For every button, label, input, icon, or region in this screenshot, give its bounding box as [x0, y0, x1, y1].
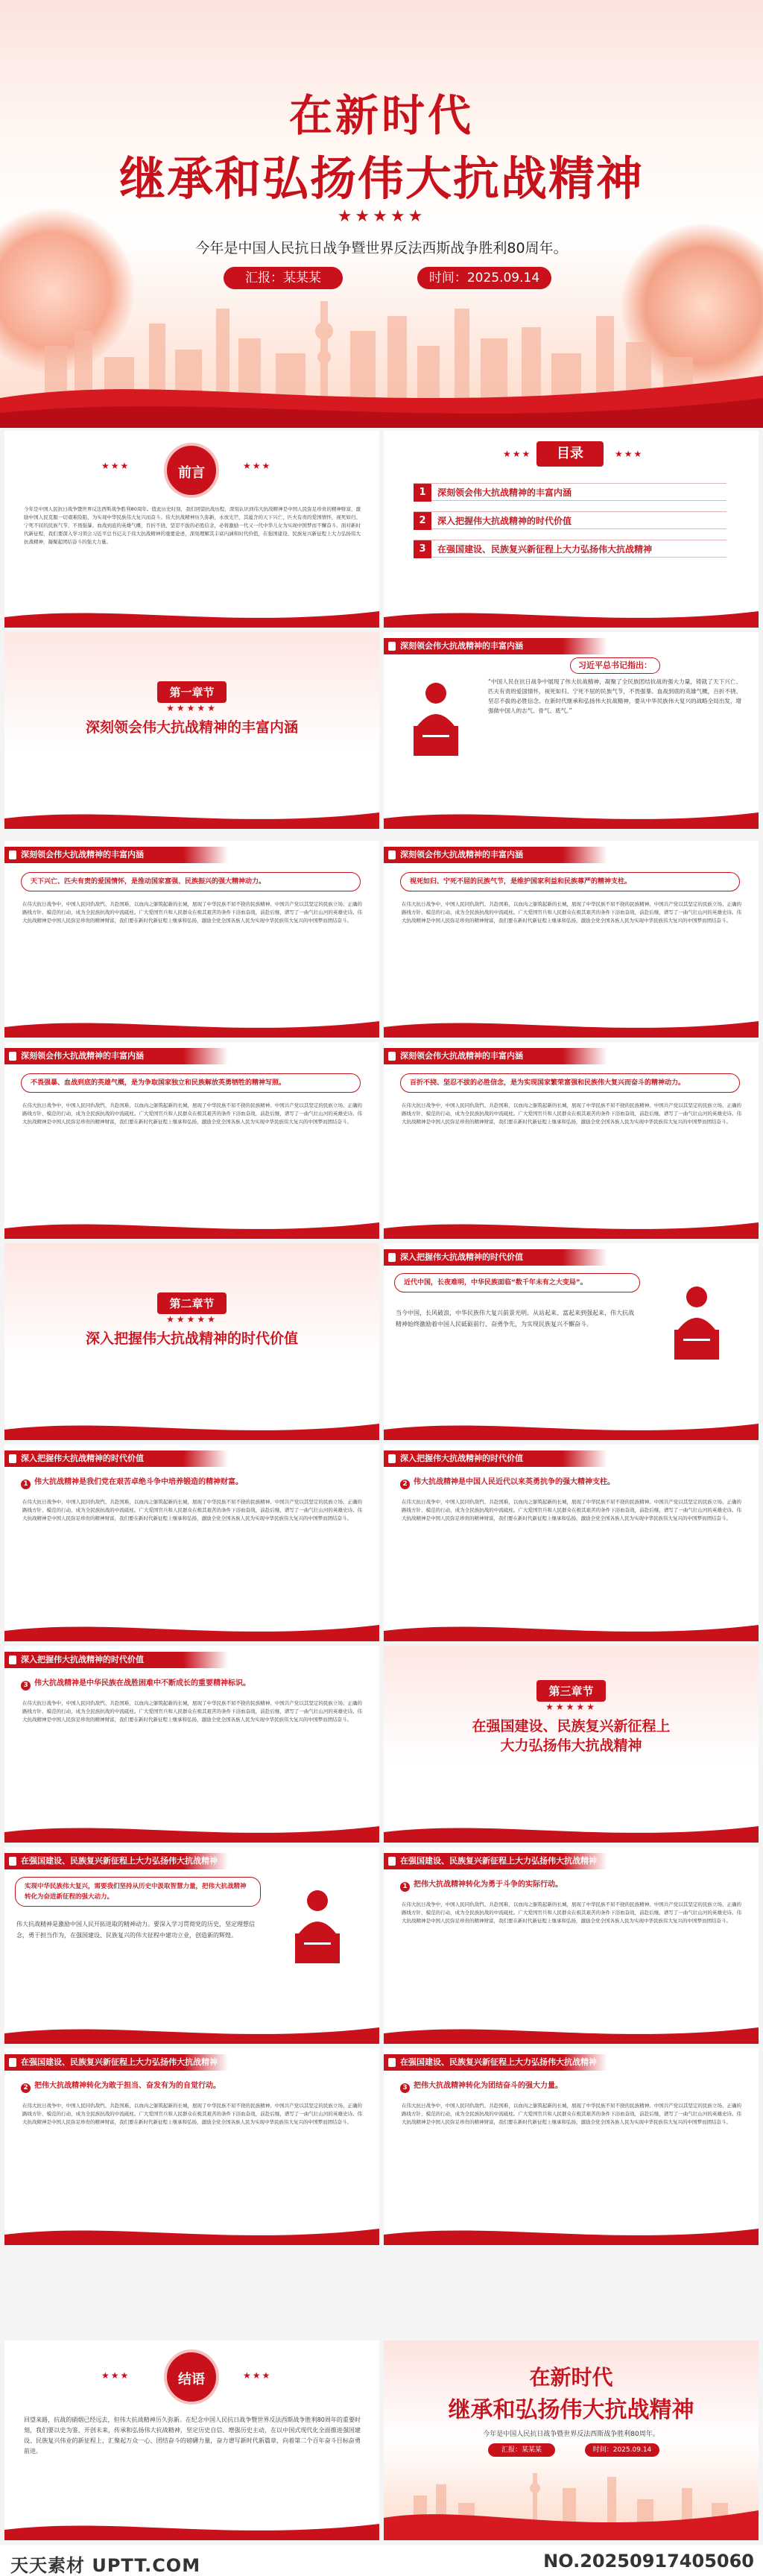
red-wave-decoration	[384, 1819, 759, 1843]
time-pill: 时间：2025.09.14	[585, 2443, 659, 2457]
point-text: 伟大抗战精神是中华民族在战胜困难中不断成长的重要精神标识。	[34, 1679, 250, 1688]
body-text: 伟大抗战精神是激励中国人民开拓进取的精神动力。要深入学习贯彻党的历史，坚定理想信念，勇于担当作为，在强国建设、民族复兴的伟大征程中建功立业，创造新的辉煌。	[16, 1921, 255, 1939]
speaker-podium-icon	[280, 1884, 355, 1966]
section-title: 在强国建设、民族复兴新征程上大力弘扬伟大抗战精神	[384, 1853, 607, 1869]
stars-decoration: ★★★	[243, 461, 272, 471]
content-slide	[4, 1042, 379, 1239]
point-text: 伟大抗战精神是中国人民近代以来英勇抗争的强大精神支柱。	[414, 1478, 615, 1486]
toc-label: 深入把握伟大抗战精神的时代价值	[437, 516, 572, 526]
conclusion-badge: 结语	[164, 2349, 219, 2405]
toc-item-1[interactable]	[414, 483, 726, 501]
body-text: 在伟大抗日战争中，中国人民同仇敌忾、共赴国难，以血肉之躯筑起新的长城，展现了中华民族不屈不挠的民族精神。中国共产党以其坚定的民族立场、正确的路线方针、模范的行动，成为全民族抗战的中流砥柱。广大爱国官兵和人民群众在极其艰苦的条件下浴血奋战，前赴后继，谱写了一曲气壮山河的英雄史诗。伟大抗战精神是中国人民弥足珍贵的精神财富，我们要在新时代新征程上继承和弘扬，激励全党全国各族人民为实现中华民族伟大复兴的中国梦而团结奋斗。	[22, 1499, 362, 1521]
point-text: 伟大抗战精神是我们党在艰苦卓绝斗争中培养锻造的精神财富。	[34, 1478, 243, 1486]
section-title: 深入把握伟大抗战精神的时代价值	[4, 1450, 228, 1467]
chapter2-slide	[4, 1243, 379, 1440]
numbered-point	[400, 1477, 615, 1489]
toc-slide	[384, 431, 759, 628]
stars-decoration: ★★★	[503, 449, 532, 459]
red-wave-decoration	[384, 1215, 759, 1239]
preface-text: 今年是中国人民抗日战争暨世界反法西斯战争胜利80周年。值此历史时刻，我们回望抗战历程，深刻认识到伟大抗战精神是中国人民弥足珍贵的精神财富，激励中国人民克服一切艰难险阻、为实现中华民族伟大复兴而奋斗。伟大抗战精神历久弥新，永放光芒，其蕴含的天下兴亡、匹夫有责的爱国情怀，视死如归、宁死不屈的民族气节，不畏强暴、血战到底的英雄气概，百折不挠、坚忍不拔的必胜信念，必将激励一代又一代中华儿女为实现中国梦而不懈奋斗。面对新时代新征程，我们要深入学习领会习近平总书记关于伟大抗战精神的重要论述，深刻理解其丰富内涵和时代价值，在强国建设、民族复兴新征程上大力弘扬伟大抗战精神，凝聚起团结奋斗的强大力量。	[24, 506, 361, 545]
highlight-box: 天下兴亡、匹夫有责的爱国情怀，是推动国家富强、民族振兴的强大精神动力。	[21, 872, 361, 891]
chapter3-badge: 第三章节	[536, 1680, 605, 1702]
toc-label: 在强国建设、民族复兴新征程上大力弘扬伟大抗战精神	[437, 544, 653, 555]
stars-decoration: ★★★	[101, 2370, 130, 2381]
chapter1-slide	[4, 632, 379, 829]
cover-title-line1: 在新时代	[288, 90, 474, 141]
slide-header	[384, 1445, 759, 1467]
content-slide	[4, 1445, 379, 1641]
section-title: 深入把握伟大抗战精神的时代价值	[384, 1249, 607, 1266]
watermark-right: NO.20250917405060	[543, 2551, 754, 2572]
red-wave-decoration	[384, 1416, 759, 1440]
chapter1-badge: 第一章节	[157, 681, 226, 703]
content-slide	[384, 1243, 759, 1440]
quote-heading: 习近平总书记指出：	[570, 657, 660, 674]
red-wave-decoration	[4, 1014, 379, 1038]
content-slide	[384, 841, 759, 1038]
chapter2-title: 深入把握伟大抗战精神的时代价值	[85, 1330, 298, 1347]
closing-subtitle: 今年是中国人民抗日战争暨世界反法西斯战争胜利80周年。	[483, 2431, 659, 2438]
conclusion-text: 回望来路，抗战的硝烟已经远去，但伟大抗战精神历久弥新。在纪念中国人民抗日战争暨世界反法西斯战争胜利80周年的重要时刻，我们要以史为鉴、开创未来，传承和弘扬伟大抗战精神，坚定历史自信、增强历史主动，在以中国式现代化全面推进强国建设、民族复兴伟业的新征程上，汇聚起万众一心、团结奋斗的磅礴力量，奋力谱写新时代新篇章，向着第二个百年奋斗目标奋勇前进。	[24, 2416, 361, 2455]
red-wave-decoration	[4, 2221, 379, 2245]
point-text: 把伟大抗战精神转化为勇于斗争的实际行动。	[414, 1881, 563, 1889]
reporter-pill: 汇报：某某某	[224, 267, 343, 289]
section-title: 在强国建设、民族复兴新征程上大力弘扬伟大抗战精神	[4, 2054, 228, 2071]
chapter3-heading	[384, 1680, 759, 1755]
toc-item-2[interactable]	[414, 511, 726, 529]
chapter3-title-line1: 在强国建设、民族复兴新征程上	[472, 1718, 671, 1734]
number-dot: 3	[21, 1681, 31, 1690]
stars-decoration: ★★★	[615, 449, 644, 459]
slide-header	[4, 1847, 379, 1869]
cover-title-line2: 继承和弘扬伟大抗战精神	[118, 151, 644, 206]
chapter3-title-line2: 大力弘扬伟大抗战精神	[500, 1737, 642, 1754]
body-text: 在伟大抗日战争中，中国人民同仇敌忾、共赴国难，以血肉之躯筑起新的长城，展现了中华民族不屈不挠的民族精神。中国共产党以其坚定的民族立场、正确的路线方针、模范的行动，成为全民族抗战的中流砥柱。广大爱国官兵和人民群众在极其艰苦的条件下浴血奋战，前赴后继，谱写了一曲气壮山河的英雄史诗。伟大抗战精神是中国人民弥足珍贵的精神财富，我们要在新时代新征程上继承和弘扬，激励全党全国各族人民为实现中华民族伟大复兴的中国梦而团结奋斗。	[402, 1901, 741, 1924]
stars-decoration: ★★★	[243, 2370, 272, 2381]
slide-header	[4, 2048, 379, 2071]
body-text: 在伟大抗日战争中，中国人民同仇敌忾、共赴国难，以血肉之躯筑起新的长城，展现了中华民族不屈不挠的民族精神。中国共产党以其坚定的民族立场、正确的路线方针、模范的行动，成为全民族抗战的中流砥柱。广大爱国官兵和人民群众在极其艰苦的条件下浴血奋战，前赴后继，谱写了一曲气壮山河的英雄史诗。伟大抗战精神是中国人民弥足珍贵的精神财富，我们要在新时代新征程上继承和弘扬，激励全党全国各族人民为实现中华民族伟大复兴的中国梦而团结奋斗。	[402, 1499, 741, 1521]
chapter1-title: 深刻领会伟大抗战精神的丰富内涵	[85, 719, 298, 736]
body-text: 在伟大抗日战争中，中国人民同仇敌忾、共赴国难，以血肉之躯筑起新的长城，展现了中华民族不屈不挠的民族精神。中国共产党以其坚定的民族立场、正确的路线方针、模范的行动，成为全民族抗战的中流砥柱。广大爱国官兵和人民群众在极其艰苦的条件下浴血奋战，前赴后继，谱写了一曲气壮山河的英雄史诗。伟大抗战精神是中国人民弥足珍贵的精神财富，我们要在新时代新征程上继承和弘扬，激励全党全国各族人民为实现中华民族伟大复兴的中国梦而团结奋斗。	[22, 1700, 362, 1723]
cover-slide	[0, 0, 763, 428]
section-title: 深刻领会伟大抗战精神的丰富内涵	[384, 638, 607, 654]
toc-num: 1	[414, 484, 431, 502]
body-text: 在伟大抗日战争中，中国人民同仇敌忾、共赴国难，以血肉之躯筑起新的长城，展现了中华民族不屈不挠的民族精神。中国共产党以其坚定的民族立场、正确的路线方针、模范的行动，成为全民族抗战的中流砥柱。广大爱国官兵和人民群众在极其艰苦的条件下浴血奋战，前赴后继，谱写了一曲气壮山河的英雄史诗。伟大抗战精神是中国人民弥足珍贵的精神财富，我们要在新时代新征程上继承和弘扬，激励全党全国各族人民为实现中华民族伟大复兴的中国梦而团结奋斗。	[22, 2103, 362, 2125]
content-slide	[4, 2048, 379, 2245]
body-text: 在伟大抗日战争中，中国人民同仇敌忾、共赴国难，以血肉之躯筑起新的长城，展现了中华民族不屈不挠的民族精神。中国共产党以其坚定的民族立场、正确的路线方针、模范的行动，成为全民族抗战的中流砥柱。广大爱国官兵和人民群众在极其艰苦的条件下浴血奋战，前赴后继，谱写了一曲气壮山河的英雄史诗。伟大抗战精神是中国人民弥足珍贵的精神财富，我们要在新时代新征程上继承和弘扬，激励全党全国各族人民为实现中华民族伟大复兴的中国梦而团结奋斗。	[22, 1102, 362, 1125]
toc-num: 3	[414, 540, 431, 558]
content-slide	[384, 2048, 759, 2245]
slide-header	[384, 1042, 759, 1064]
quote-slide	[384, 632, 759, 829]
content-slide	[384, 1847, 759, 2044]
body-text: 在伟大抗日战争中，中国人民同仇敌忾、共赴国难，以血肉之躯筑起新的长城，展现了中华民族不屈不挠的民族精神。中国共产党以其坚定的民族立场、正确的路线方针、模范的行动，成为全民族抗战的中流砥柱。广大爱国官兵和人民群众在极其艰苦的条件下浴血奋战，前赴后继，谱写了一曲气壮山河的英雄史诗。伟大抗战精神是中国人民弥足珍贵的精神财富，我们要在新时代新征程上继承和弘扬，激励全党全国各族人民为实现中华民族伟大复兴的中国梦而团结奋斗。	[402, 2103, 741, 2125]
content-slide	[384, 1042, 759, 1239]
preface-badge: 前言	[164, 443, 219, 498]
section-title: 深入把握伟大抗战精神的时代价值	[384, 1450, 607, 1467]
stars-decoration: ★★★★★	[337, 207, 426, 226]
number-dot: 2	[21, 2083, 31, 2093]
slide-header	[384, 2048, 759, 2071]
city-skyline-illustration	[0, 286, 763, 428]
point-text: 把伟大抗战精神转化为团结奋斗的强大力量。	[414, 2082, 563, 2090]
content-slide	[4, 1847, 379, 2044]
toc-badge: 目录	[536, 441, 604, 467]
chapter3-slide	[384, 1646, 759, 1843]
stars-decoration: ★★★★★	[545, 1702, 597, 1712]
red-wave-decoration	[384, 1014, 759, 1038]
watermark-left: 天天素材 UPTT.COM	[10, 2555, 201, 2576]
speaker-podium-icon	[399, 677, 473, 759]
chapter2-badge: 第二章节	[157, 1292, 226, 1314]
speaker-podium-icon	[659, 1281, 734, 1363]
red-wave-decoration	[4, 1215, 379, 1239]
red-wave-decoration	[4, 1819, 379, 1843]
red-wave-decoration	[384, 805, 759, 829]
content-slide	[4, 841, 379, 1038]
red-wave-decoration	[4, 604, 379, 628]
red-wave-decoration	[384, 2020, 759, 2044]
section-title: 深刻领会伟大抗战精神的丰富内涵	[4, 1048, 228, 1064]
numbered-point	[21, 1679, 250, 1690]
reporter-pill: 汇报：某某某	[488, 2443, 555, 2457]
body-text: 当今中国，长风破浪，中华民族伟大复兴前景光明。从站起来、富起来到强起来，伟大抗战精神始终激励着中国人民砥砺前行、奋勇争先，为实现民族复兴不懈奋斗。	[396, 1310, 634, 1328]
stars-decoration: ★★★★★	[166, 1314, 218, 1325]
number-dot: 3	[400, 2083, 410, 2093]
highlight-box: 近代中国，长夜难明，中华民族面临“数千年未有之大变局”。	[394, 1273, 640, 1292]
red-wave-decoration	[384, 1617, 759, 1641]
number-dot: 2	[400, 1480, 410, 1489]
section-title: 深刻领会伟大抗战精神的丰富内涵	[384, 847, 607, 863]
cover-subtitle: 今年是中国人民抗日战争暨世界反法西斯战争胜利80周年。	[195, 240, 568, 256]
red-wave-decoration	[384, 604, 759, 628]
point-text: 把伟大抗战精神转化为敢于担当、奋发有为的自觉行动。	[34, 2082, 221, 2090]
number-dot: 1	[400, 1882, 410, 1892]
toc-item-3[interactable]	[414, 540, 726, 558]
highlight-box: 百折不挠、坚忍不拔的必胜信念，是为实现国家繁荣富强和民族伟大复兴而奋斗的精神动力。	[400, 1073, 740, 1093]
section-title: 在强国建设、民族复兴新征程上大力弘扬伟大抗战精神	[4, 1853, 228, 1869]
numbered-point	[21, 2081, 221, 2093]
slide-header	[4, 1042, 379, 1064]
chapter2-heading	[4, 1292, 379, 1348]
red-wave-decoration	[384, 2221, 759, 2245]
toc-num: 2	[414, 512, 431, 530]
slide-header	[384, 1243, 759, 1266]
closing-slide	[384, 2340, 759, 2540]
slide-header	[384, 1847, 759, 1869]
red-wave-decoration	[4, 2020, 379, 2044]
number-dot: 1	[21, 1480, 31, 1489]
preface-slide	[4, 431, 379, 628]
body-text: 在伟大抗日战争中，中国人民同仇敌忾、共赴国难，以血肉之躯筑起新的长城，展现了中华民族不屈不挠的民族精神。中国共产党以其坚定的民族立场、正确的路线方针、模范的行动，成为全民族抗战的中流砥柱。广大爱国官兵和人民群众在极其艰苦的条件下浴血奋战，前赴后继，谱写了一曲气壮山河的英雄史诗。伟大抗战精神是中国人民弥足珍贵的精神财富，我们要在新时代新征程上继承和弘扬，激励全党全国各族人民为实现中华民族伟大复兴的中国梦而团结奋斗。	[402, 901, 741, 924]
quote-text: “中国人民在抗日战争中展现了伟大抗战精神，凝聚了全民族团结抗战的强大力量，铸就了天下兴亡、匹夫有责的爱国情怀，视死如归、宁死不屈的民族气节，不畏强暴、血战到底的英雄气概，百折不挠、坚忍不拔的必胜信念。在新时代继承和弘扬伟大抗战精神，要从中华民族伟大复兴的战略全局出发，增强做中国人的志气、骨气、底气。”	[488, 678, 741, 714]
watermark-bar	[0, 2545, 763, 2576]
content-slide	[384, 1445, 759, 1641]
slide-header	[384, 632, 759, 654]
slide-header	[384, 841, 759, 863]
numbered-point	[400, 2081, 563, 2093]
section-title: 深刻领会伟大抗战精神的丰富内涵	[4, 847, 228, 863]
slide-header	[4, 841, 379, 863]
conclusion-slide	[4, 2340, 379, 2540]
highlight-box: 不畏强暴、血战到底的英雄气概，是为争取国家独立和民族解放英勇牺牲的精神写照。	[21, 1073, 361, 1093]
red-wave-decoration	[4, 2516, 379, 2540]
closing-title-line1: 在新时代	[529, 2365, 613, 2390]
section-title: 深刻领会伟大抗战精神的丰富内涵	[384, 1048, 607, 1064]
closing-title-line2: 继承和弘扬伟大抗战精神	[448, 2397, 694, 2423]
time-pill: 时间：2025.09.14	[417, 267, 551, 289]
slide-header	[4, 1646, 379, 1668]
content-slide	[4, 1646, 379, 1843]
body-text: 在伟大抗日战争中，中国人民同仇敌忾、共赴国难，以血肉之躯筑起新的长城，展现了中华民族不屈不挠的民族精神。中国共产党以其坚定的民族立场、正确的路线方针、模范的行动，成为全民族抗战的中流砥柱。广大爱国官兵和人民群众在极其艰苦的条件下浴血奋战，前赴后继，谱写了一曲气壮山河的英雄史诗。伟大抗战精神是中国人民弥足珍贵的精神财富，我们要在新时代新征程上继承和弘扬，激励全党全国各族人民为实现中华民族伟大复兴的中国梦而团结奋斗。	[22, 901, 362, 924]
red-wave-decoration	[4, 805, 379, 829]
numbered-point	[400, 1880, 563, 1892]
red-wave-decoration	[4, 1617, 379, 1641]
body-text: 在伟大抗日战争中，中国人民同仇敌忾、共赴国难，以血肉之躯筑起新的长城，展现了中华民族不屈不挠的民族精神。中国共产党以其坚定的民族立场、正确的路线方针、模范的行动，成为全民族抗战的中流砥柱。广大爱国官兵和人民群众在极其艰苦的条件下浴血奋战，前赴后继，谱写了一曲气壮山河的英雄史诗。伟大抗战精神是中国人民弥足珍贵的精神财富，我们要在新时代新征程上继承和弘扬，激励全党全国各族人民为实现中华民族伟大复兴的中国梦而团结奋斗。	[402, 1102, 741, 1125]
highlight-box: 视死如归、宁死不屈的民族气节，是维护国家利益和民族尊严的精神支柱。	[400, 872, 740, 891]
stars-decoration: ★★★	[101, 461, 130, 471]
city-skyline-illustration	[384, 2466, 759, 2540]
toc-label: 深刻领会伟大抗战精神的丰富内涵	[437, 487, 572, 498]
slide-header	[4, 1445, 379, 1467]
red-wave-decoration	[4, 1416, 379, 1440]
stars-decoration: ★★★★★	[166, 703, 218, 713]
numbered-point	[21, 1477, 243, 1489]
section-title: 在强国建设、民族复兴新征程上大力弘扬伟大抗战精神	[384, 2054, 607, 2071]
highlight-box: 实现中华民族伟大复兴，需要我们坚持从历史中汲取智慧力量，把伟大抗战精神转化为奋进新征程的强大动力。	[15, 1877, 261, 1907]
chapter1-heading	[4, 681, 379, 737]
section-title: 深入把握伟大抗战精神的时代价值	[4, 1652, 228, 1668]
